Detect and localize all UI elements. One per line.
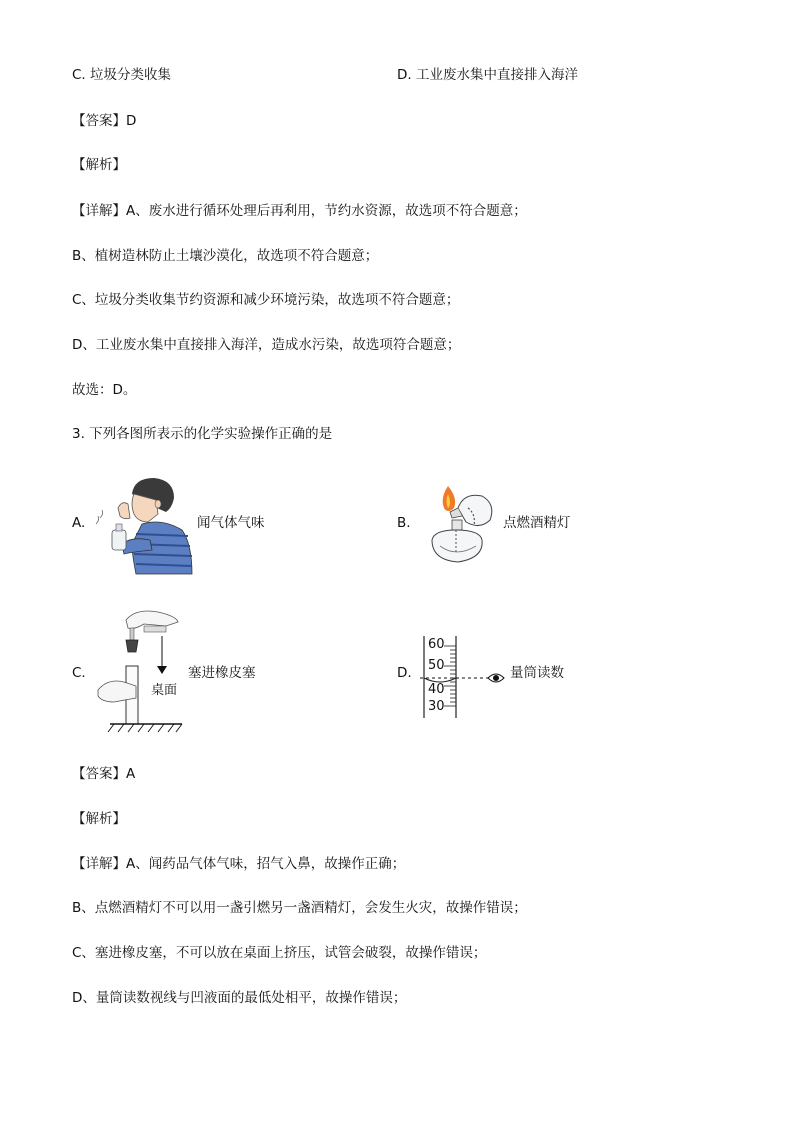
option-c: C. 垃圾分类收集 xyxy=(72,67,172,83)
q3-answer-label: 【答案】 xyxy=(72,766,126,782)
option-b-letter: B. xyxy=(397,515,411,531)
analysis-label: 【解析】 xyxy=(72,157,126,173)
q3-detail-line-a: 【详解】A、闻药品气体气味，招气入鼻，故操作正确； xyxy=(72,856,406,872)
option-c-caption: 塞进橡皮塞 xyxy=(188,665,256,681)
option-d: D. 工业废水集中直接排入海洋 xyxy=(397,67,578,83)
option-d-letter: D. xyxy=(397,665,412,681)
answer-label: 【答案】 xyxy=(72,113,126,129)
detail-line-c: C、垃圾分类收集节约资源和减少环境污染，故选项不符合题意； xyxy=(72,292,460,308)
tick-40: 40 xyxy=(428,682,445,697)
detail-line-a: 【详解】A、废水进行循环处理后再利用，节约水资源，故选项不符合题意； xyxy=(72,203,527,219)
option-a-letter: A. xyxy=(72,515,86,531)
option-c-letter: C. xyxy=(72,665,86,681)
q3-detail-label: 【详解】 xyxy=(72,856,126,872)
answer-value: D xyxy=(126,113,137,129)
conclusion-line: 故选：D。 xyxy=(72,382,137,398)
stopper-insertion-figure xyxy=(96,606,186,734)
detail-line-b: B、植树造林防止土壤沙漠化，故选项不符合题意； xyxy=(72,248,379,264)
smelling-gas-figure xyxy=(92,474,198,578)
desk-label: 桌面 xyxy=(151,683,178,698)
detail-label: 【详解】 xyxy=(72,203,126,219)
tick-50: 50 xyxy=(428,658,445,673)
q3-analysis-label: 【解析】 xyxy=(72,811,126,827)
q3-answer-value: A xyxy=(126,766,136,782)
q3-detail-line-c: C、塞进橡皮塞，不可以放在桌面上挤压，试管会破裂，故操作错误； xyxy=(72,945,487,961)
q3-detail-line-d: D、量筒读数视线与凹液面的最低处相平，故操作错误； xyxy=(72,990,407,1006)
option-a-caption: 闻气体气味 xyxy=(197,515,265,531)
tick-30: 30 xyxy=(428,699,445,714)
lighting-lamp-figure xyxy=(418,482,502,570)
q3-answer-line xyxy=(72,765,135,783)
q3-detail-line-b: B、点燃酒精灯不可以用一盏引燃另一盏酒精灯，会发生火灾，故操作错误； xyxy=(72,900,527,916)
option-b-caption: 点燃酒精灯 xyxy=(503,515,571,531)
option-d-caption: 量筒读数 xyxy=(510,665,564,681)
tick-60: 60 xyxy=(428,637,445,652)
question-stem: 3. 下列各图所表示的化学实验操作正确的是 xyxy=(72,426,333,442)
detail-line-d: D、工业废水集中直接排入海洋，造成水污染，故选项符合题意； xyxy=(72,337,461,353)
answer-line xyxy=(72,112,136,130)
